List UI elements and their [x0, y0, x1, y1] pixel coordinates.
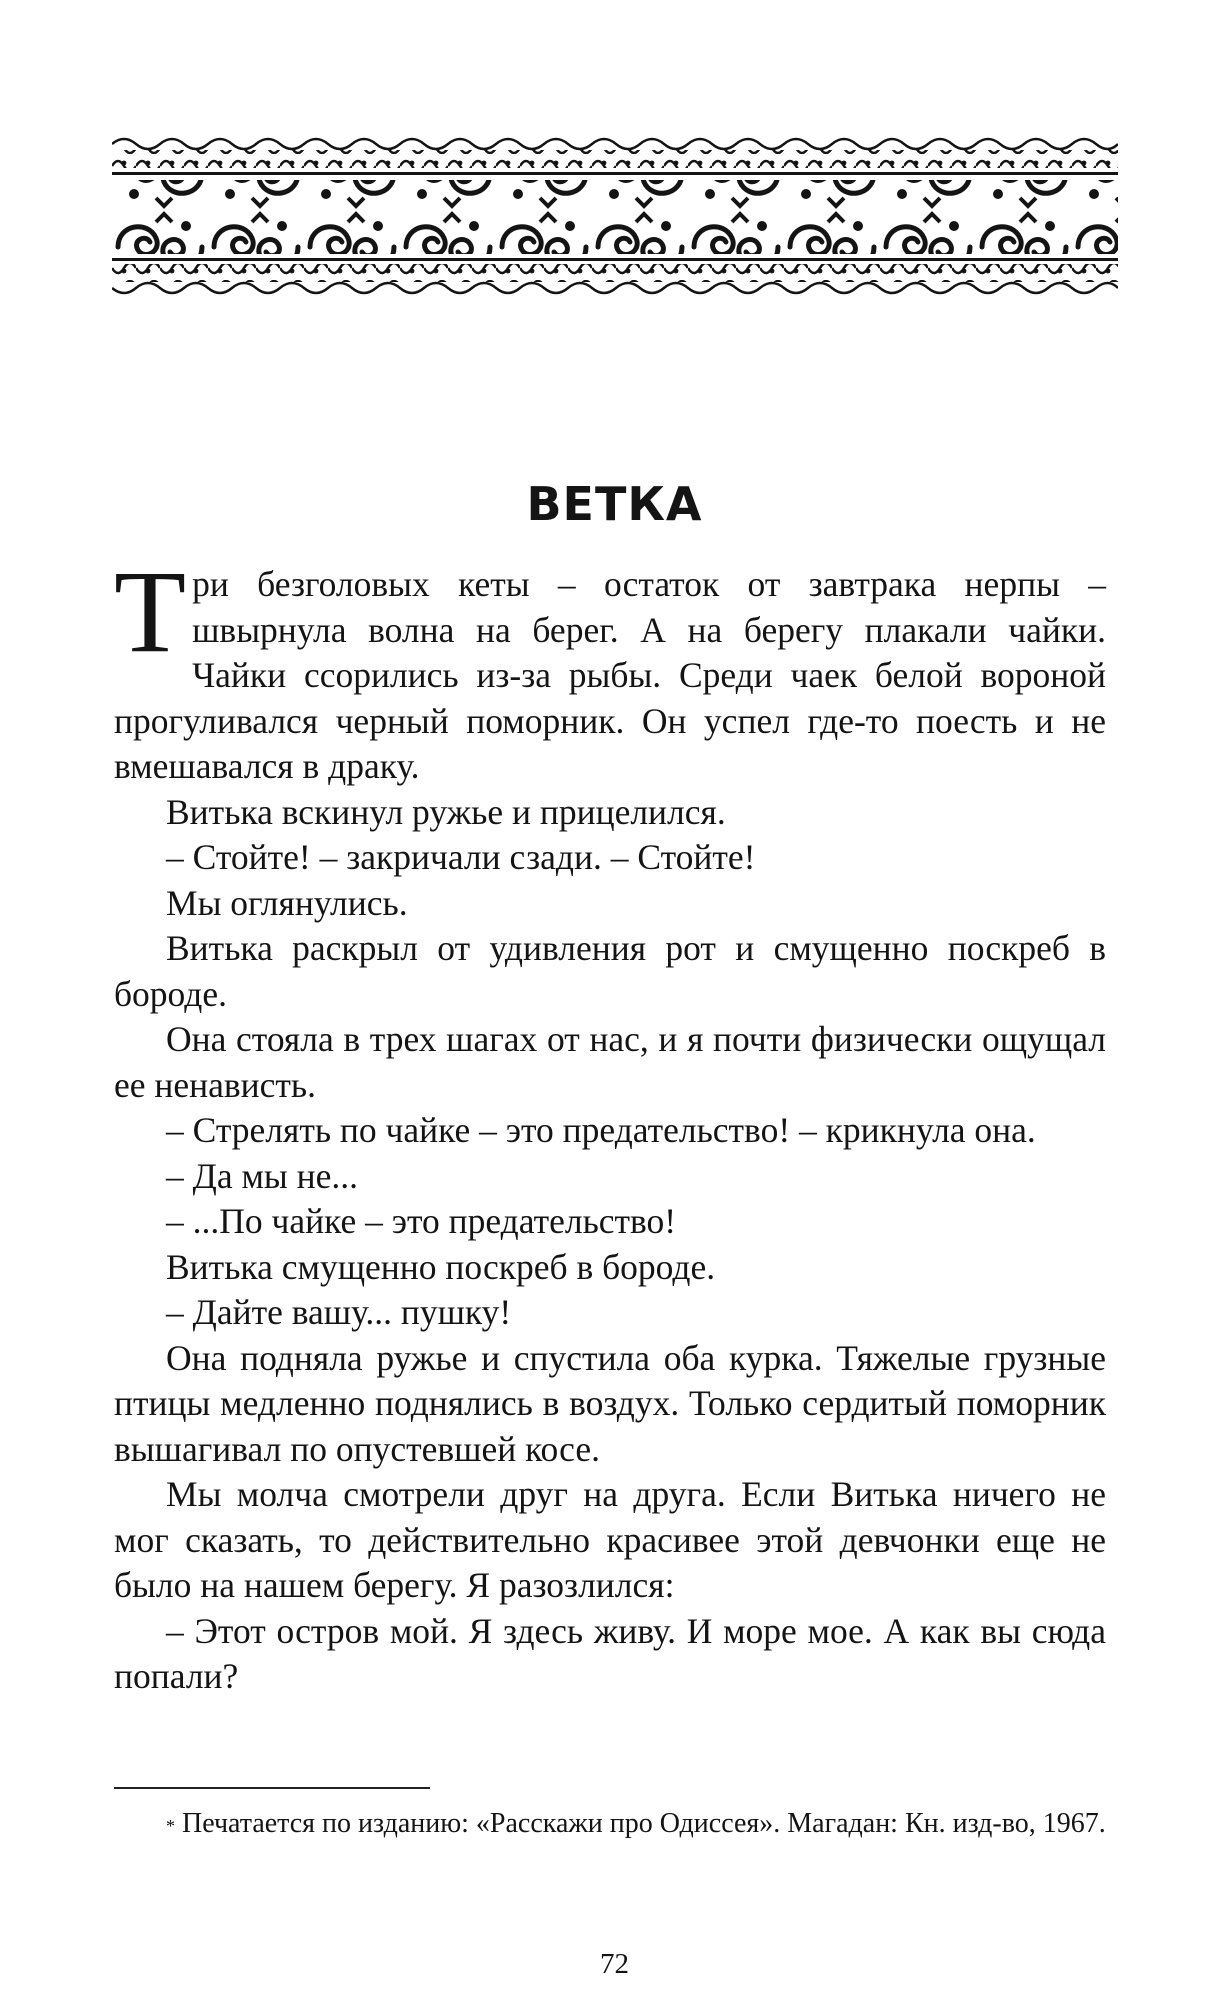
footnote-text: Печатается по изданию: «Расскажи про Одиссея». Магадан: Кн. изд-во, 1967.: [182, 1808, 1106, 1839]
body-text: [114, 546, 1106, 1700]
page-number: 72: [600, 1948, 629, 1980]
paragraph: – Этот остров мой. Я здесь живу. И море мое. А как вы сюда попали?: [114, 1610, 1106, 1696]
paragraph: Витька смущенно поскреб в бороде.: [166, 1246, 716, 1287]
paragraph: Она подняла ружье и спустила оба курка. Тяжелые грузные птицы медленно поднялись в воздух. Только сердитый поморник вышагивал по опустевшей косе.: [114, 1337, 1106, 1469]
paragraph: – Дайте вашу... пушку!: [166, 1292, 512, 1332]
paragraph: Мы молча смотрели друг на друга. Если Витька ничего не мог сказать, то действительно красивее этой девчонки еще не было на нашем берегу. Я разозлился:: [114, 1474, 1106, 1605]
paragraph: – Да мы не...: [166, 1155, 359, 1196]
drop-cap: Т: [114, 546, 187, 677]
paragraph: – ...По чайке – это предательство!: [166, 1201, 677, 1241]
paragraph: Она стояла в трех шагах от нас, и я почти физически ощущал ее ненависть.: [114, 1019, 1106, 1105]
first-paragraph-text: ри безголовых кеты – остаток от завтрака нерпы – швырнула волна на берег. А на берегу плакали чайки. Чайки ссорились из-за рыбы. Среди чаек белой вороной прогуливался черный поморник. Он успел где-то поесть и не вмешавался в драку.: [114, 564, 1106, 786]
footnote: [114, 1804, 1106, 1844]
chapter-title: ВЕТКА: [526, 477, 703, 531]
paragraph: Витька вскинул ружье и прицелился.: [166, 791, 726, 832]
first-paragraph: [114, 546, 1106, 790]
footnote-divider: [114, 1787, 430, 1789]
paragraph: – Стойте! – закричали сзади. – Стойте!: [166, 837, 756, 877]
ornament-band: [112, 136, 1118, 296]
paragraph: Витька раскрыл от удивления рот и смущенно поскреб в бороде.: [114, 928, 1106, 1014]
footnote-mark: *: [166, 1816, 175, 1836]
paragraph: Мы оглянулись.: [166, 882, 408, 923]
paragraph: – Стрелять по чайке – это предательство! – крикнула она.: [166, 1110, 1036, 1150]
